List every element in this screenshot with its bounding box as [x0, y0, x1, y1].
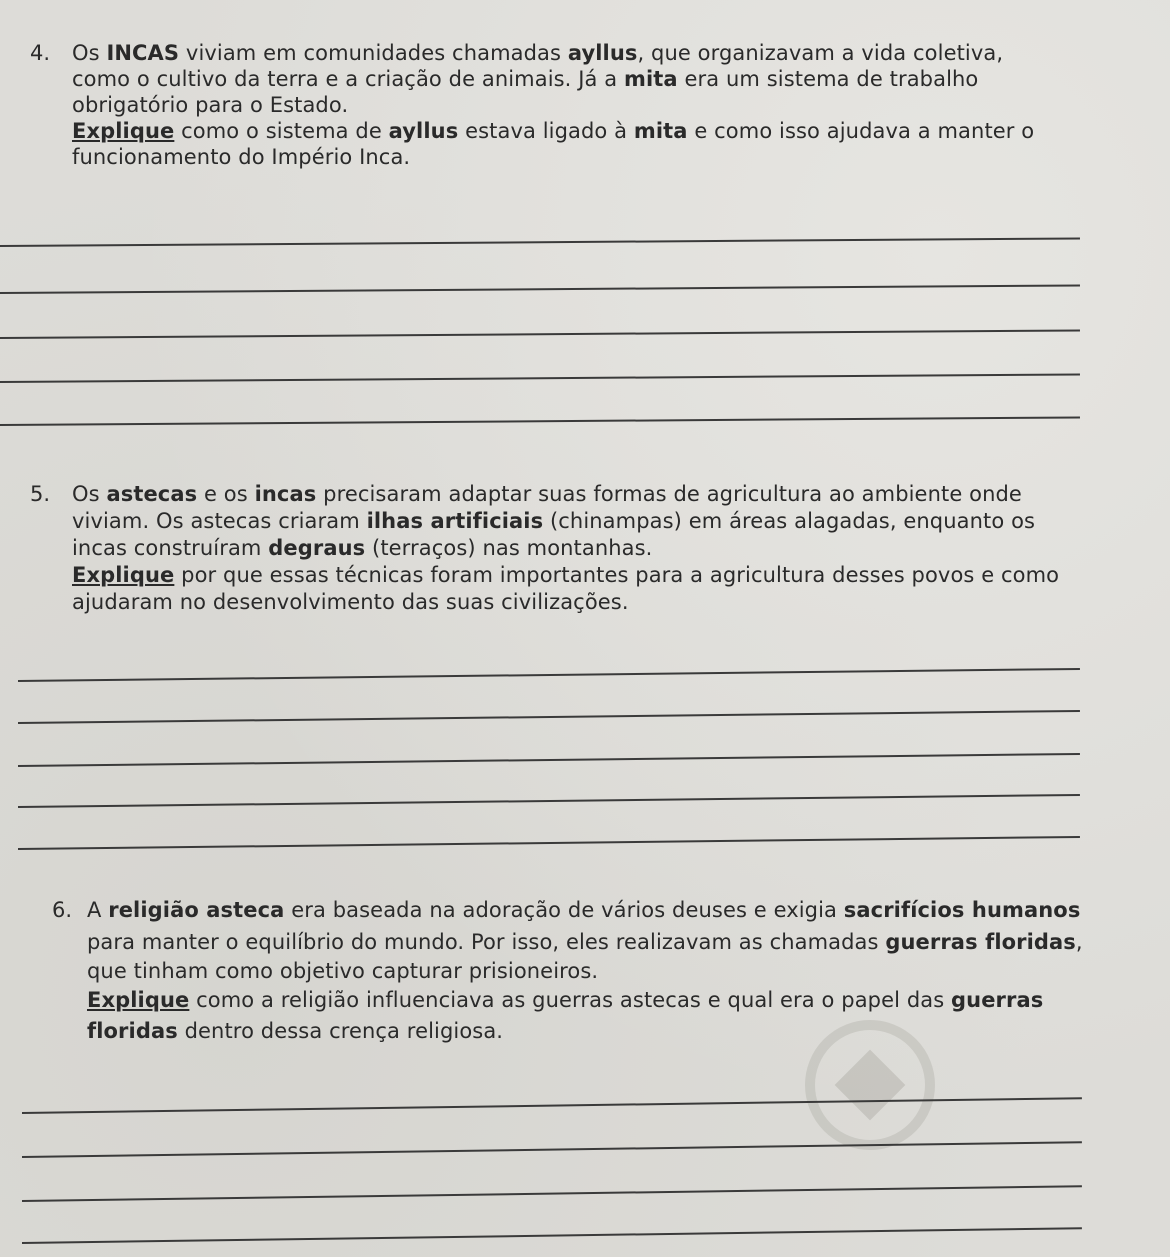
question-instruction-line: Explique por que essas técnicas foram importantes para a agricultura desses povos e como — [72, 563, 1060, 587]
question-number: 4. — [30, 41, 51, 65]
background-emblem — [805, 1020, 935, 1150]
question-text-line: que tinham como objetivo capturar prisioneiros. — [87, 959, 599, 983]
question-instruction-line: ajudaram no desenvolvimento das suas civilizações. — [72, 590, 629, 614]
question-instruction-line: funcionamento do Império Inca. — [72, 145, 411, 169]
question-text-line: para manter o equilíbrio do mundo. Por isso, eles realizavam as chamadas guerras floridas, — [87, 930, 1083, 954]
question-text-line: Os astecas e os incas precisaram adaptar suas formas de agricultura ao ambiente onde — [72, 482, 1022, 506]
question-text-line: obrigatório para o Estado. — [72, 93, 349, 117]
question-instruction-line: floridas dentro dessa crença religiosa. — [87, 1019, 504, 1043]
question-text-line: viviam. Os astecas criaram ilhas artificiais (chinampas) em áreas alagadas, enquanto os — [72, 509, 1036, 533]
question-text-line: como o cultivo da terra e a criação de animais. Já a mita era um sistema de trabalho — [72, 67, 979, 91]
question-number: 5. — [30, 482, 51, 506]
question-text-line: incas construíram degraus (terraços) nas montanhas. — [72, 536, 653, 560]
question-instruction-line: Explique como o sistema de ayllus estava ligado à mita e como isso ajudava a manter o — [72, 119, 1035, 143]
question-instruction-line: Explique como a religião influenciava as guerras astecas e qual era o papel das guerras — [87, 988, 1044, 1012]
question-text-line: A religião asteca era baseada na adoração de vários deuses e exigia sacrifícios humanos — [87, 898, 1081, 922]
question-number: 6. — [52, 898, 73, 922]
question-text-line: Os INCAS viviam em comunidades chamadas ayllus, que organizavam a vida coletiva, — [72, 41, 1004, 65]
